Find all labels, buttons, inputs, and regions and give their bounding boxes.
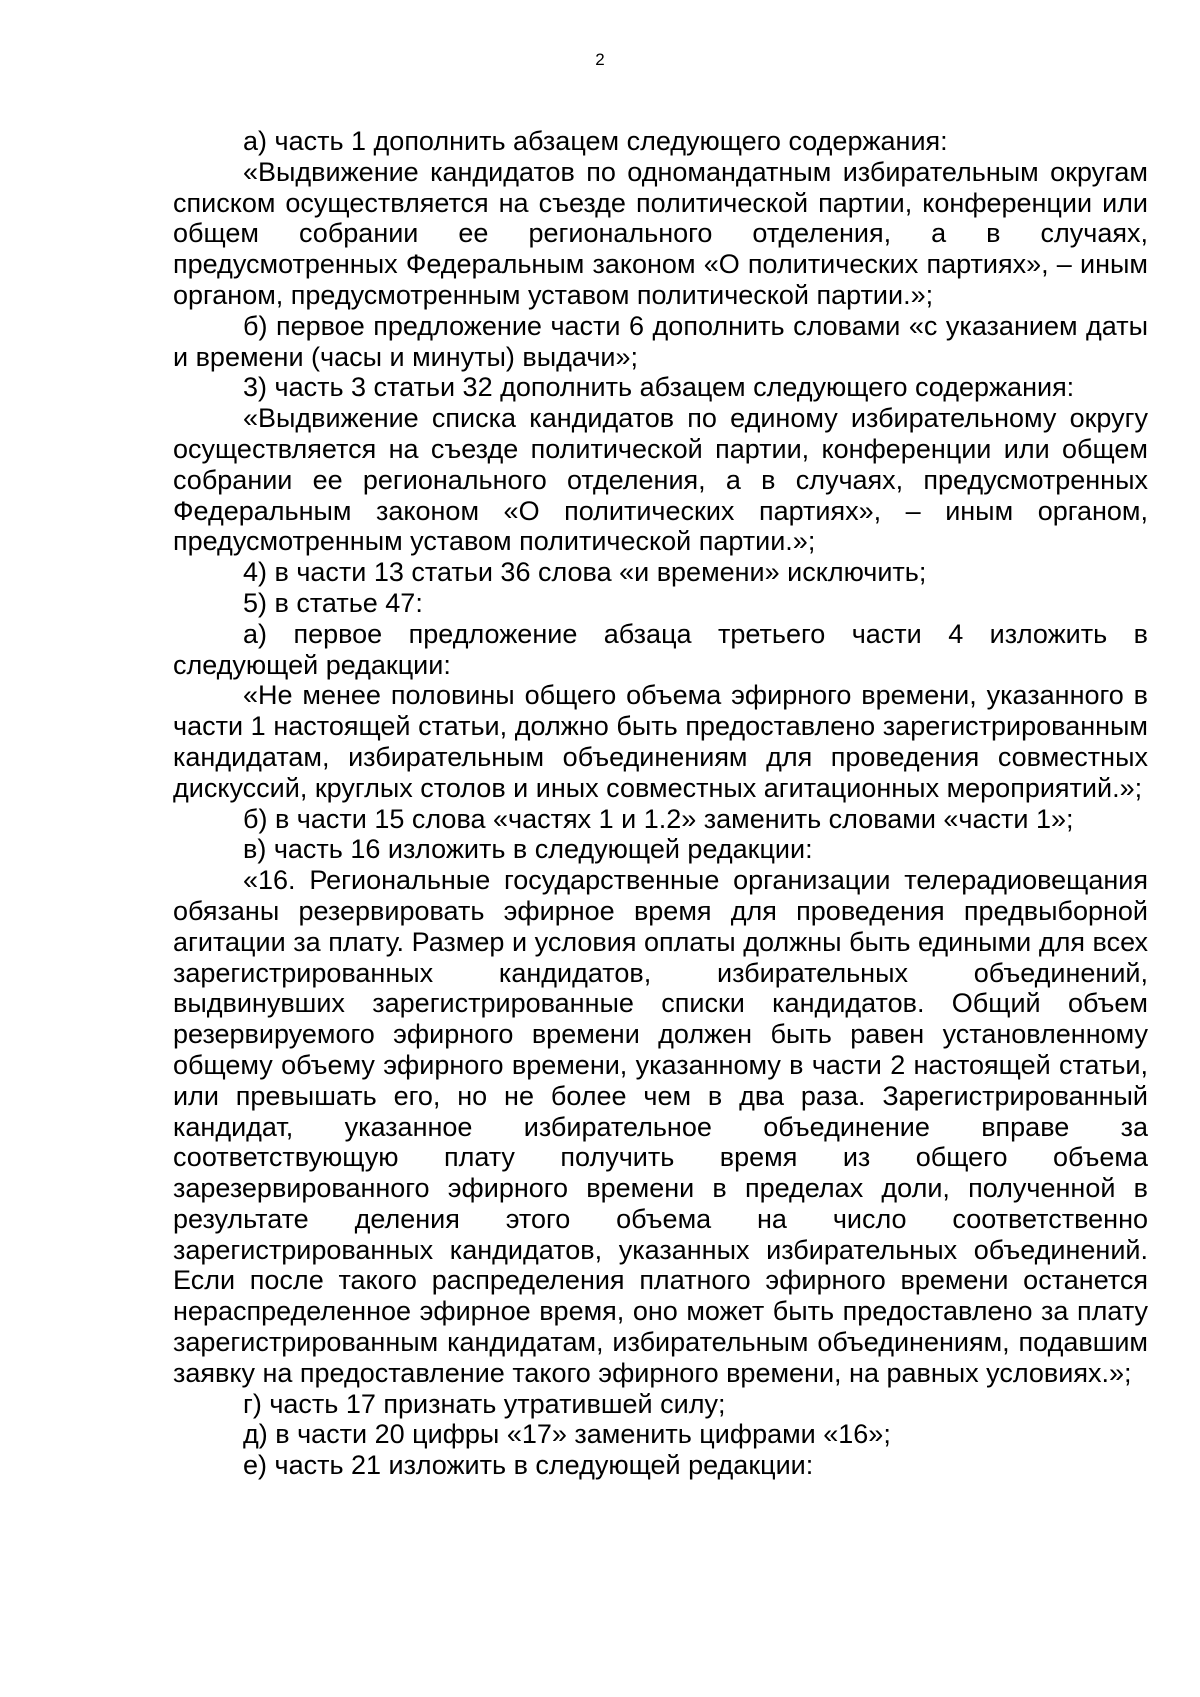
paragraph: 4) в части 13 статьи 36 слова «и времени» исключить; bbox=[243, 557, 927, 588]
paragraph: е) часть 21 изложить в следующей редакции: bbox=[243, 1450, 814, 1481]
paragraph: г) часть 17 признать утратившей силу; bbox=[243, 1388, 726, 1419]
paragraph: «Не менее половины общего объема эфирного времени, указанного в части 1 настоящей статьи, должно быть предоставлено зарегистрированным кандидатам, избирательным объединениям для проведения совместных дискуссий, круглых столов и иных совместных агитационных мероприятий.»; bbox=[173, 680, 1148, 803]
paragraph: в) часть 16 изложить в следующей редакции: bbox=[243, 834, 813, 865]
paragraph: б) в части 15 слова «частях 1 и 1.2» заменить словами «части 1»; bbox=[243, 803, 1074, 834]
paragraph: «Выдвижение кандидатов по одномандатным избирательным округам списком осуществляется на съезде политической партии, конференции или общем собрании ее регионального отделения, а в случаях, предусмотренных Федеральным законом «О политических партиях», – иным органом, предусмотренным уставом политической партии.»; bbox=[173, 156, 1148, 310]
paragraph: б) первое предложение части 6 дополнить словами «с указанием даты и времени (часы и минуты) выдачи»; bbox=[173, 310, 1148, 372]
document-body bbox=[173, 126, 1148, 1481]
paragraph: а) часть 1 дополнить абзацем следующего содержания: bbox=[243, 126, 948, 156]
paragraph: 3) часть 3 статьи 32 дополнить абзацем следующего содержания: bbox=[243, 372, 1075, 403]
paragraph: «Выдвижение списка кандидатов по единому избирательному округу осуществляется на съезде политической партии, конференции или общем собрании ее регионального отделения, а в случаях, предусмотренных Федеральным законом «О политических партиях», – иным органом, предусмотренным уставом политической партии.»; bbox=[173, 403, 1148, 557]
paragraph: а) первое предложение абзаца третьего части 4 изложить в следующей редакции: bbox=[173, 618, 1148, 680]
paragraph: 5) в статье 47: bbox=[243, 587, 423, 618]
paragraph: «16. Региональные государственные организации телерадиовещания обязаны резервировать эфирное время для проведения предвыборной агитации за плату. Размер и условия оплаты должны быть едиными для всех зарегистрированных кандидатов, избирательных объединений, выдвинувших зарегистрированные списки кандидатов. Общий объем резервируемого эфирного времени должен быть равен установленному общему объему эфирного времени, указанному в части 2 настоящей статьи, или превышать его, но не более чем в два раза. Зарегистрированный кандидат, указанное избирательное объединение вправе за соответствующую плату получить время из общего объема зарезервированного эфирного времени в пределах доли, полученной в результате деления этого объема на число соответственно зарегистрированных кандидатов, указанных избирательных объединений. Если после такого распределения платного эфирного времени останется нераспределенное эфирное время, оно может быть предоставлено за плату зарегистрированным кандидатам, избирательным объединениям, подавшим заявку на предоставление такого эфирного времени, на равных условиях.»; bbox=[173, 865, 1148, 1388]
paragraph: д) в части 20 цифры «17» заменить цифрами «16»; bbox=[243, 1419, 891, 1450]
page-number: 2 bbox=[595, 50, 605, 69]
